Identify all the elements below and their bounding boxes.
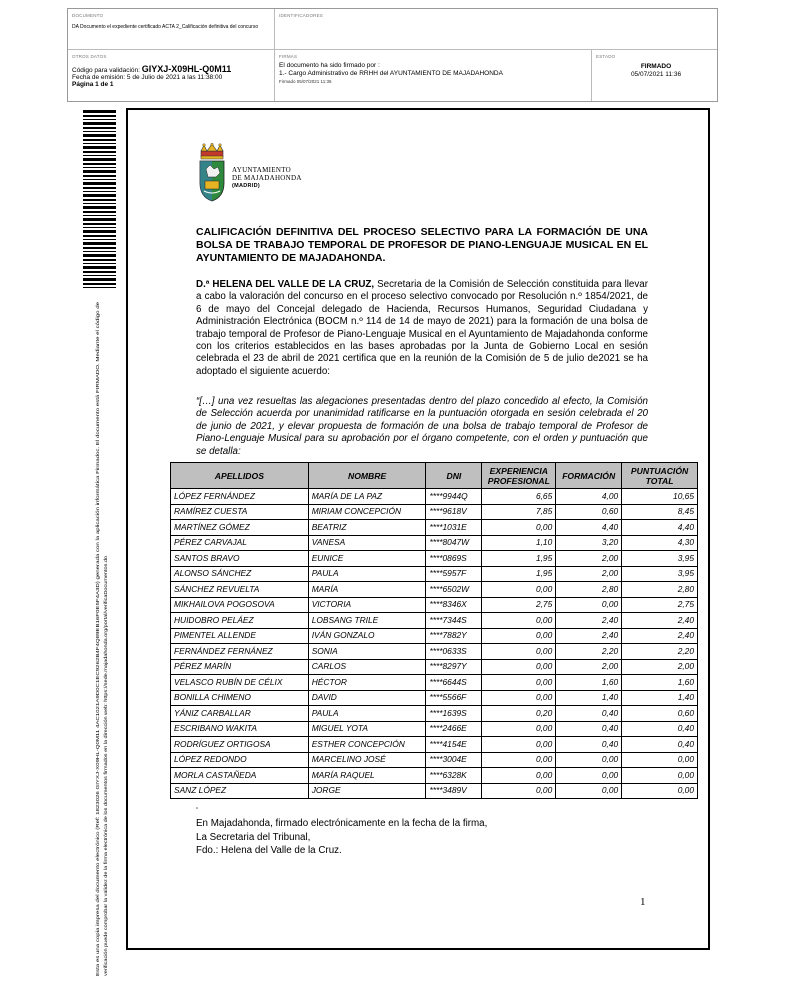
cell-apellidos: VELASCO RUBÍN DE CÉLIX xyxy=(171,675,309,691)
otros-datos-cell xyxy=(72,54,272,88)
table-body xyxy=(171,489,698,799)
cell-puntuacion: 3,95 xyxy=(622,551,698,567)
cell-formacion: 1,60 xyxy=(556,675,622,691)
cell-nombre: MARÍA RAQUEL xyxy=(308,768,426,784)
cell-nombre: EUNICE xyxy=(308,551,426,567)
table-row xyxy=(171,597,698,613)
firmas-line1: El documento ha sido firmado por : xyxy=(279,62,380,69)
table-row xyxy=(171,768,698,784)
table-row xyxy=(171,520,698,536)
cell-dni: ****7882Y xyxy=(426,628,482,644)
side-text-line1: Esta es una copia impresa del documento electrónico (Ref: 1823026 GIYXJ-X09HL-Q0M11 4AC1021A9D0C1EC9262B4F4Q89EB16F0E5F4A3D) generada con la aplicación informática Firmadoc. El documento está FIRMADO. Mediante el código de xyxy=(95,467,100,976)
cell-dni: ****8297Y xyxy=(426,659,482,675)
barcode-bar xyxy=(83,227,116,228)
barcode-bar xyxy=(83,247,116,249)
cell-nombre: BEATRIZ xyxy=(308,520,426,536)
cell-nombre: JORGE xyxy=(308,783,426,799)
cell-apellidos: ESCRIBANO WAKITA xyxy=(171,721,309,737)
barcode-bar xyxy=(83,110,116,113)
cell-formacion: 4,40 xyxy=(556,520,622,536)
barcode-bar xyxy=(83,230,116,233)
cell-dni: ****3004E xyxy=(426,752,482,768)
cell-formacion: 2,00 xyxy=(556,566,622,582)
cell-dni: ****9618V xyxy=(426,504,482,520)
table-row xyxy=(171,721,698,737)
majadahonda-coat-of-arms-icon xyxy=(196,143,228,203)
cell-apellidos: HUIDOBRO PELÁEZ xyxy=(171,613,309,629)
barcode-bar xyxy=(83,146,116,149)
agreement-quote: “[…] una vez resueltas las alegaciones presentadas dentro del plazo concedido al efecto, la Comisión de Selección acuerda por unanimidad ratificarse en la puntuación otorgada en sesión celebrada el 20 de junio de 2021, y elevar propuesta de formación de una bolsa de trabajo temporal de Profesor de Piano-Lenguaje Musical para su aprobación por el órgano competente, con el orden y puntuación que se detalla: xyxy=(196,396,648,457)
cell-nombre: SONIA xyxy=(308,644,426,660)
cell-apellidos: RAMÍREZ CUESTA xyxy=(171,504,309,520)
cell-puntuacion: 0,00 xyxy=(622,783,698,799)
cell-puntuacion: 0,60 xyxy=(622,706,698,722)
cell-apellidos: FERNÁNDEZ FERNÁNEZ xyxy=(171,644,309,660)
side-text-line2: verificación puede comprobar la validez de la firma electrónica de los documentos firmados en la dirección web: https://sede.majadahonda.org/portal/verificaDocumentos.do xyxy=(103,625,108,976)
table-row xyxy=(171,535,698,551)
cell-apellidos: LÓPEZ FERNÁNDEZ xyxy=(171,489,309,505)
codigo-value: GIYXJ-X09HL-Q0M11 xyxy=(141,64,232,74)
barcode-bar xyxy=(83,127,116,129)
table-row xyxy=(171,737,698,753)
cell-apellidos: PÉREZ MARÍN xyxy=(171,659,309,675)
intro-name: D.ª HELENA DEL VALLE DE LA CRUZ, xyxy=(196,279,375,290)
barcode-bar xyxy=(83,167,116,168)
cell-experiencia: 6,65 xyxy=(482,489,556,505)
codigo-prefix: Código para validación: xyxy=(72,67,140,74)
cell-dni: ****6502W xyxy=(426,582,482,598)
cell-apellidos: SÁNCHEZ REVUELTA xyxy=(171,582,309,598)
cell-experiencia: 0,00 xyxy=(482,783,556,799)
cell-puntuacion: 0,40 xyxy=(622,721,698,737)
documento-label: DOCUMENTO xyxy=(72,13,104,18)
cell-puntuacion: 10,65 xyxy=(622,489,698,505)
cell-apellidos: SANTOS BRAVO xyxy=(171,551,309,567)
barcode-bar xyxy=(83,206,116,209)
cell-nombre: ESTHER CONCEPCIÓN xyxy=(308,737,426,753)
table-header-row xyxy=(171,463,698,489)
table-row xyxy=(171,582,698,598)
table-row xyxy=(171,489,698,505)
cell-nombre: MARCELINO JOSÉ xyxy=(308,752,426,768)
barcode-graphic xyxy=(83,110,116,288)
cell-puntuacion: 1,40 xyxy=(622,690,698,706)
side-verification-text xyxy=(82,300,116,980)
cell-formacion: 2,40 xyxy=(556,628,622,644)
cell-formacion: 0,40 xyxy=(556,721,622,737)
cell-formacion: 4,00 xyxy=(556,489,622,505)
cell-formacion: 0,00 xyxy=(556,597,622,613)
cell-dni: ****0633S xyxy=(426,644,482,660)
cell-formacion: 2,20 xyxy=(556,644,622,660)
fecha-emision: Fecha de emisión: 5 de Julio de 2021 a las 11:38:00 xyxy=(72,74,223,81)
barcode-bar xyxy=(83,122,116,125)
cell-puntuacion: 2,80 xyxy=(622,582,698,598)
estado-cell xyxy=(596,54,716,79)
intro-text: Secretaria de la Comisión de Selección constituida para llevar a cabo la valoración del concurso en el proceso selectivo convocado por Resolución n.º 1854/2021, de 6 de mayo del Concejal delegado de Hacienda, Recursos Humanos, Seguridad Ciudadana y Administración Electrónica (BOCM n.º 114 de 14 de mayo de 2021) para la formación de una bolsa de trabajo temporal de Profesor de Piano-Lenguaje Musical en el Ayuntamiento de Majadahonda conforme con los criterios establecidos en las bases aprobadas por la Junta de Gobierno Local en sesión celebrada el 23 de abril de 2021 certifica que en la reunión de la Comisión de 5 de julio de2021 se ha adoptado el siguiente acuerdo: xyxy=(196,279,648,377)
cell-experiencia: 0,00 xyxy=(482,628,556,644)
cell-apellidos: MORLA CASTAÑEDA xyxy=(171,768,309,784)
barcode-bar xyxy=(83,182,116,185)
barcode-bar xyxy=(83,191,116,192)
estado-date: 05/07/2021 11:36 xyxy=(630,71,682,78)
signature-line3: Fdo.: Helena del Valle de la Cruz. xyxy=(196,845,342,856)
cell-experiencia: 1,10 xyxy=(482,535,556,551)
cell-dni: ****5957F xyxy=(426,566,482,582)
barcode-bar xyxy=(83,179,116,180)
table-row xyxy=(171,659,698,675)
cell-experiencia: 1,95 xyxy=(482,566,556,582)
firmas-label: FIRMAS xyxy=(279,54,298,59)
cell-apellidos: ALONSO SÁNCHEZ xyxy=(171,566,309,582)
barcode-bar xyxy=(83,170,116,173)
otros-datos-label: OTROS DATOS xyxy=(72,54,107,59)
cell-nombre: PAULA xyxy=(308,706,426,722)
table-row xyxy=(171,551,698,567)
table-row xyxy=(171,628,698,644)
barcode-bar xyxy=(83,271,116,273)
cell-apellidos: LÓPEZ REDONDO xyxy=(171,752,309,768)
documento-cell xyxy=(72,13,272,30)
signature-line1: En Majadahonda, firmado electrónicamente en la fecha de la firma, xyxy=(196,818,488,829)
cell-formacion: 1,40 xyxy=(556,690,622,706)
cell-dni: ****1031E xyxy=(426,520,482,536)
cell-experiencia: 0,00 xyxy=(482,768,556,784)
identificadores-cell xyxy=(279,13,323,18)
table-row xyxy=(171,675,698,691)
cell-experiencia: 0,00 xyxy=(482,690,556,706)
header-experiencia: EXPERIENCIA PROFESIONAL xyxy=(482,463,556,489)
cell-experiencia: 1,95 xyxy=(482,551,556,567)
table-row xyxy=(171,690,698,706)
header-puntuacion: PUNTUACIÓN TOTAL xyxy=(622,463,698,489)
barcode-bar xyxy=(83,119,116,120)
cell-formacion: 0,00 xyxy=(556,768,622,784)
header-nombre: NOMBRE xyxy=(308,463,426,489)
cell-puntuacion: 2,40 xyxy=(622,628,698,644)
barcode-bar xyxy=(83,266,116,269)
cell-formacion: 2,40 xyxy=(556,613,622,629)
cell-nombre: MIRIAM CONCEPCIÓN xyxy=(308,504,426,520)
estado-value: FIRMADO xyxy=(640,63,672,70)
barcode-bar xyxy=(83,158,116,161)
cell-puntuacion: 2,40 xyxy=(622,613,698,629)
cell-experiencia: 0,00 xyxy=(482,644,556,660)
cell-apellidos: YÁNIZ CARBALLAR xyxy=(171,706,309,722)
cell-experiencia: 0,00 xyxy=(482,582,556,598)
logo-line1: AYUNTAMIENTO xyxy=(232,166,292,174)
cell-dni: ****7344S xyxy=(426,613,482,629)
barcode-bar xyxy=(83,223,116,225)
cell-puntuacion: 0,00 xyxy=(622,768,698,784)
cell-apellidos: BONILLA CHIMENO xyxy=(171,690,309,706)
barcode-bar xyxy=(83,131,116,132)
page-number: 1 xyxy=(640,896,646,908)
cell-dni: ****8047W xyxy=(426,535,482,551)
results-table xyxy=(170,462,698,799)
table-row xyxy=(171,504,698,520)
cell-nombre: MARÍA xyxy=(308,582,426,598)
side-text-svg xyxy=(82,300,116,980)
cell-dni: ****8346X xyxy=(426,597,482,613)
barcode-bar xyxy=(83,242,116,245)
cell-formacion: 0,40 xyxy=(556,737,622,753)
barcode xyxy=(83,110,116,288)
header-formacion: FORMACIÓN xyxy=(556,463,622,489)
cell-puntuacion: 4,40 xyxy=(622,520,698,536)
firmas-line3: Firmado 05/07/2021 11:36 xyxy=(279,79,332,84)
barcode-bar xyxy=(83,254,116,257)
firmas-cell xyxy=(279,54,589,86)
cell-puntuacion: 4,30 xyxy=(622,535,698,551)
barcode-bar xyxy=(83,251,116,252)
cell-experiencia: 0,00 xyxy=(482,613,556,629)
cell-dni: ****0869S xyxy=(426,551,482,567)
table-row xyxy=(171,613,698,629)
cell-nombre: VANESA xyxy=(308,535,426,551)
barcode-bar xyxy=(83,239,116,240)
cell-puntuacion: 2,00 xyxy=(622,659,698,675)
validation-header xyxy=(67,8,718,102)
cell-puntuacion: 2,20 xyxy=(622,644,698,660)
barcode-bar xyxy=(83,199,116,201)
cell-nombre: LOBSANG TRILE xyxy=(308,613,426,629)
table-row xyxy=(171,783,698,799)
cell-nombre: MIGUEL YOTA xyxy=(308,721,426,737)
barcode-bar xyxy=(83,259,116,261)
estado-label: ESTADO xyxy=(596,54,616,59)
barcode-bar xyxy=(83,143,116,144)
pagina-info: Página 1 de 1 xyxy=(72,81,114,88)
cell-dni: ****5566F xyxy=(426,690,482,706)
barcode-bar xyxy=(83,115,116,117)
table-row xyxy=(171,644,698,660)
table-row xyxy=(171,566,698,582)
barcode-bar xyxy=(83,211,116,213)
cell-nombre: PAULA xyxy=(308,566,426,582)
cell-puntuacion: 3,95 xyxy=(622,566,698,582)
logo-line2: DE MAJADAHONDA xyxy=(232,174,302,182)
barcode-bar xyxy=(83,151,116,153)
cell-experiencia: 0,00 xyxy=(482,737,556,753)
header-apellidos: APELLIDOS xyxy=(171,463,309,489)
cell-puntuacion: 2,75 xyxy=(622,597,698,613)
cell-dni: ****6328K xyxy=(426,768,482,784)
barcode-bar xyxy=(83,283,116,285)
firmas-line2: 1.- Cargo Administrativo de RRHH del AYUNTAMIENTO DE MAJADAHONDA xyxy=(279,70,503,77)
cell-experiencia: 0,00 xyxy=(482,520,556,536)
cell-apellidos: MIKHAILOVA POGOSOVA xyxy=(171,597,309,613)
barcode-bar xyxy=(83,278,116,281)
cell-puntuacion: 1,60 xyxy=(622,675,698,691)
cell-formacion: 0,00 xyxy=(556,752,622,768)
cell-nombre: CARLOS xyxy=(308,659,426,675)
cell-puntuacion: 0,40 xyxy=(622,737,698,753)
cell-dni: ****9944Q xyxy=(426,489,482,505)
cell-experiencia: 0,20 xyxy=(482,706,556,722)
cell-formacion: 3,20 xyxy=(556,535,622,551)
cell-experiencia: 0,00 xyxy=(482,659,556,675)
cell-formacion: 0,40 xyxy=(556,706,622,722)
identificadores-label: IDENTIFICADORES xyxy=(279,13,324,18)
barcode-bar xyxy=(83,235,116,237)
barcode-bar xyxy=(83,194,116,197)
cell-puntuacion: 0,00 xyxy=(622,752,698,768)
cell-dni: ****3489V xyxy=(426,783,482,799)
cell-formacion: 0,60 xyxy=(556,504,622,520)
cell-nombre: HÉCTOR xyxy=(308,675,426,691)
documento-value: DA Documento el expediente certificado ACTA 2_Calificación definitiva del concurso xyxy=(72,24,259,30)
cell-apellidos: RODRÍGUEZ ORTIGOSA xyxy=(171,737,309,753)
cell-apellidos: PÉREZ CARVAJAL xyxy=(171,535,309,551)
barcode-bar xyxy=(83,134,116,137)
intro-paragraph xyxy=(196,279,648,378)
header-dni: DNI xyxy=(426,463,482,489)
cell-experiencia: 0,00 xyxy=(482,721,556,737)
codigo-validacion xyxy=(72,64,272,74)
barcode-bar xyxy=(83,175,116,177)
cell-experiencia: 2,75 xyxy=(482,597,556,613)
cell-dni: ****4154E xyxy=(426,737,482,753)
barcode-bar xyxy=(83,187,116,189)
cell-formacion: 2,00 xyxy=(556,659,622,675)
logo-text xyxy=(232,166,302,190)
cell-dni: ****6644S xyxy=(426,675,482,691)
cell-nombre: IVÁN GONZALO xyxy=(308,628,426,644)
cell-apellidos: SANZ LÓPEZ xyxy=(171,783,309,799)
logo-line3: (MADRID) xyxy=(232,183,261,189)
cell-apellidos: MARTÍNEZ GÓMEZ xyxy=(171,520,309,536)
cell-formacion: 2,80 xyxy=(556,582,622,598)
barcode-bar xyxy=(83,139,116,141)
table-row xyxy=(171,752,698,768)
cell-nombre: VICTORIA xyxy=(308,597,426,613)
cell-formacion: 0,00 xyxy=(556,783,622,799)
cell-nombre: DAVID xyxy=(308,690,426,706)
cell-experiencia: 0,00 xyxy=(482,675,556,691)
barcode-bar xyxy=(83,163,116,165)
cell-nombre: MARÍA DE LA PAZ xyxy=(308,489,426,505)
signature-line2: La Secretaria del Tribunal, xyxy=(196,831,311,843)
cell-experiencia: 0,00 xyxy=(482,752,556,768)
barcode-bar xyxy=(83,215,116,216)
cell-experiencia: 7,85 xyxy=(482,504,556,520)
cell-apellidos: PIMENTEL ALLENDE xyxy=(171,628,309,644)
cell-formacion: 2,00 xyxy=(556,551,622,567)
closing-quote-mark: ” xyxy=(196,808,198,814)
cell-puntuacion: 8,45 xyxy=(622,504,698,520)
cell-dni: ****2466E xyxy=(426,721,482,737)
barcode-bar xyxy=(83,275,116,276)
barcode-bar xyxy=(83,287,116,288)
table-row xyxy=(171,706,698,722)
cell-dni: ****1639S xyxy=(426,706,482,722)
barcode-bar xyxy=(83,263,116,264)
barcode-bar xyxy=(83,218,116,221)
signature-block xyxy=(196,817,487,858)
document-title: CALIFICACIÓN DEFINITIVA DEL PROCESO SELECTIVO PARA LA FORMACIÓN DE UNA BOLSA DE TRABAJO TEMPORAL DE PROFESOR DE PIANO-LENGUAJE MUSICAL EN EL AYUNTAMIENTO DE MAJADAHONDA. xyxy=(196,226,648,264)
barcode-bar xyxy=(83,203,116,204)
barcode-bar xyxy=(83,155,116,156)
